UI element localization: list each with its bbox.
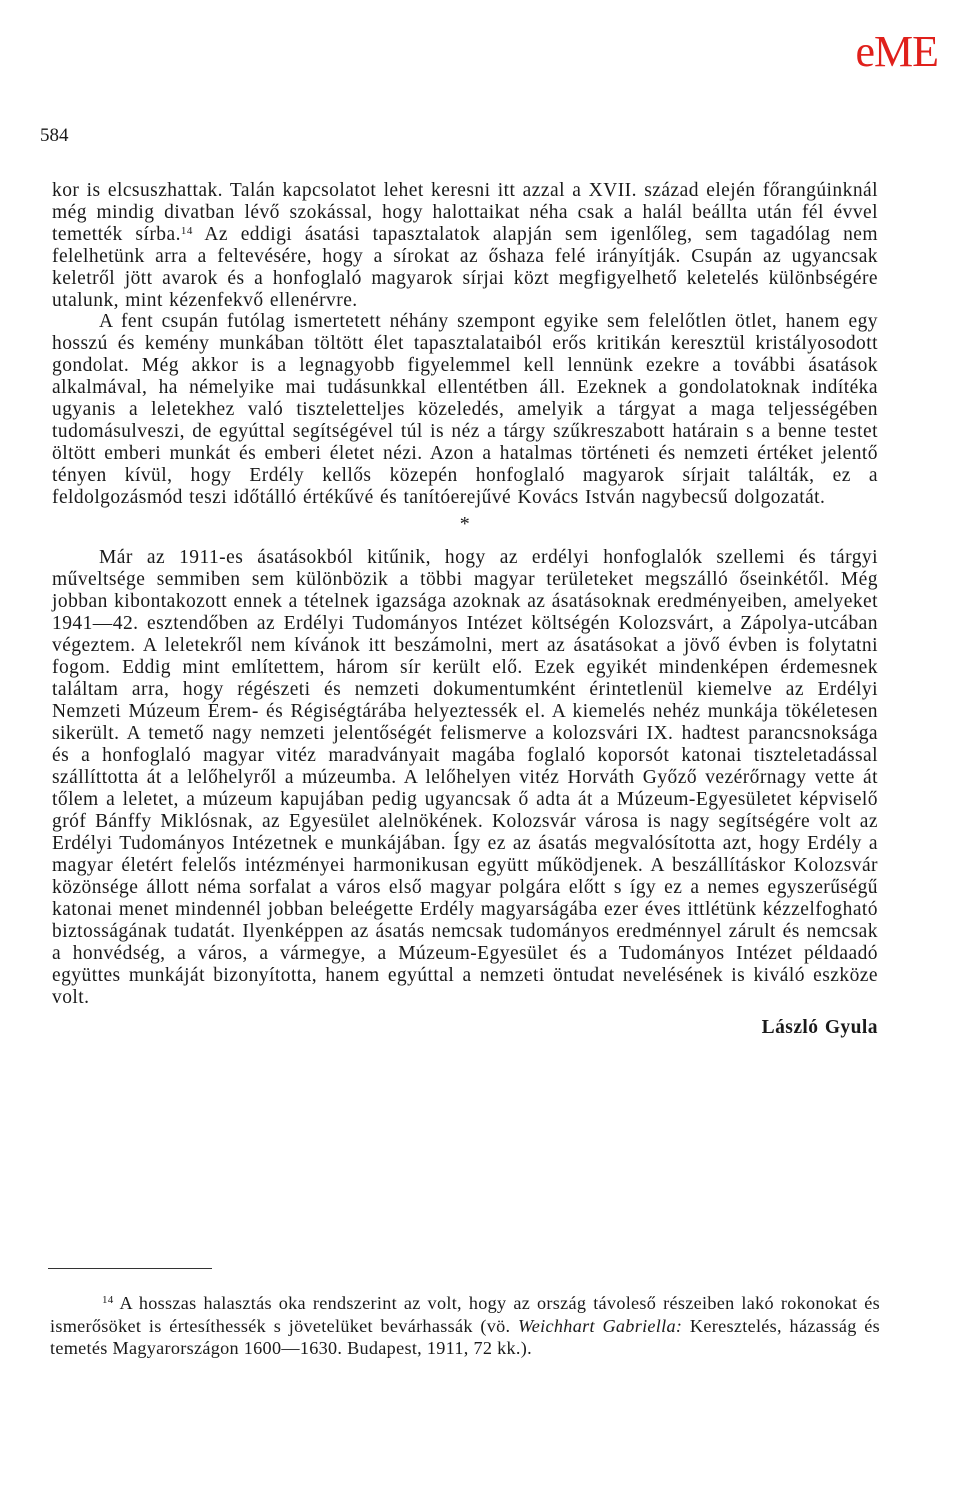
page-number: 584 — [40, 125, 69, 146]
footnote — [50, 1292, 880, 1360]
footnote-author: Weichhart Gabriella: — [518, 1315, 683, 1336]
section-separator: * — [459, 512, 471, 535]
paragraph — [52, 180, 878, 311]
paragraph-text: kor is elcsuszhattak. Talán kapcsolatot lehet keresni itt azzal a XVII. század elején főrangúinknál még mindig divatban lévő szokással, hogy halottaikat néha csak a halál beállta után fél évvel temették sírba. — [52, 180, 878, 245]
main-text — [52, 180, 878, 1039]
footnote-text: A hosszas halasztás oka rendszerint az volt, hogy az ország távoleső részeiben lakó rokonokat és ismerősöket is értesíthessék s jövetelüket bevárhassák (vö. — [50, 1293, 880, 1336]
footnote-text: Keresztelés, házasság és temetés Magyarországon 1600—1630. Budapest, 1911, 72 kk.). — [50, 1315, 880, 1358]
footnote-reference: 14 — [180, 224, 193, 237]
footnote-number: 14 — [102, 1294, 114, 1306]
paragraph: Már az 1911-es ásatásokból kitűnik, hogy az erdélyi honfoglalók szellemi és tárgyi műveltsége semmiben sem különbözik a többi magyar területeket megszálló őseinkétől. Még jobban kibontakozott ennek a tételnek igazsága azoknak az ásatásoknak eredményeiben, amelyeket 1941—42. esztendőben az Erdélyi Tudományos Intézet költségén Kolozsvárt, a Zápolya-utcában végeztem. A leletekről nem kívánok itt beszámolni, mert az ásatásokat a jövő évben is folytatni fogom. Eddig mint említettem, három sír került elő. Ezek egyikét mindenképen érdemesnek találtam arra, hogy régészeti és nemzeti dokumentumként érintetlenül kiemelve az Erdélyi Nemzeti Múzeum Érem- és Régiségtárába helyeztessék el. A kiemelés nehéz munkája tökéletesen sikerült. A temető nagy nemzeti jelentőségét felismerve a kolozsvári IX. hadtest parancsnoksága és a honfoglaló magyar vitéz maradványait magába foglaló koporsót katonai tiszteletadással szállíttotta át a lelőhelyről a múzeumba. A lelőhelyen vitéz Horváth Győző vezérőrnagy vette át tőlem a leletet, a múzeum kapujában pedig ugyancsak ő adta át a Múzeum-Egyesületet képviselő gróf Bánffy Miklósnak, az Egyesület alelnökének. Kolozsvár városa is nagy segítségére volt az Erdélyi Tudományos Intézetnek e munkájában. Így ez az ásatás megvalósította azt, hogy Erdély a magyar életért felelős intézményei harmonikusan együtt működjenek. A beszállításkor Kolozsvár közönsége állott néma sorfalat a város első magyar polgára előtt s így ez a nemes egyszerűségű katonai menet mindennél jobban beleégette Erdély magyarságába ezer éves ittlétünk kézzelfogható biztosságának tudatát. Ilyenképpen az ásatás nemcsak tudományos eredménnyel zárult és nemcsak a honvédség, a város, a vármegye, a Múzeum-Egyesület és a Tudományos Intézet példaadó együttes munkáját bizonyította, hanem egyúttal a nemzeti öntudat nevelésének is kiváló eszköze volt. — [52, 546, 879, 1008]
paragraph-text: Az eddigi ásatási tapasztalatok alapján sem igenlőleg, sem tagadólag nem felelhetünk arra a feltevésére, hogy a sírokat az őshaza felé irányítják. Csupán az ugyancsak keletről jött avarok és a honfoglaló magyarok sírjai közt megfigyelhető keletelés különbségére utalunk, mint kézenfekvő ellenérvre. — [52, 223, 878, 311]
paragraph: A fent csupán futólag ismertetett néhány szempont egyike sem felelőtlen ötlet, hanem egy hosszú és kemény munkában töltött élet tapasztalataiból erős kritikán keresztül kristályosodott gondolat. Még akkor is a legnagyobb figyelemmel kell lennünk ezekre a további ásatások alkalmával, ha némelyike mai tudásunkkal ellentétben áll. Ezeknek a gondolatoknak indítéka ugyanis a leletekhez való tiszteletteljes közeledés, amelyik a tárgyat a maga teljességében tudomásulveszi, de egyúttal segítségével túl is néz a tárgy szűkreszabott határain s a benne testet öltött emberi munkát és emberi életet nézi. Azon a hatalmas történeti és nemzeti értéket jelentő tényen kívül, hogy Erdély kellős közepén honfoglaló magyarok sírjait találták, ez a feldolgozásmód teszi időtálló értékűvé és tanítóerejűvé Kovács István nagybecsű dolgozatát. — [52, 311, 878, 508]
author-signature: László Gyula — [761, 1016, 878, 1038]
publisher-logo: eME — [855, 27, 938, 76]
footnote-divider — [48, 1268, 212, 1269]
